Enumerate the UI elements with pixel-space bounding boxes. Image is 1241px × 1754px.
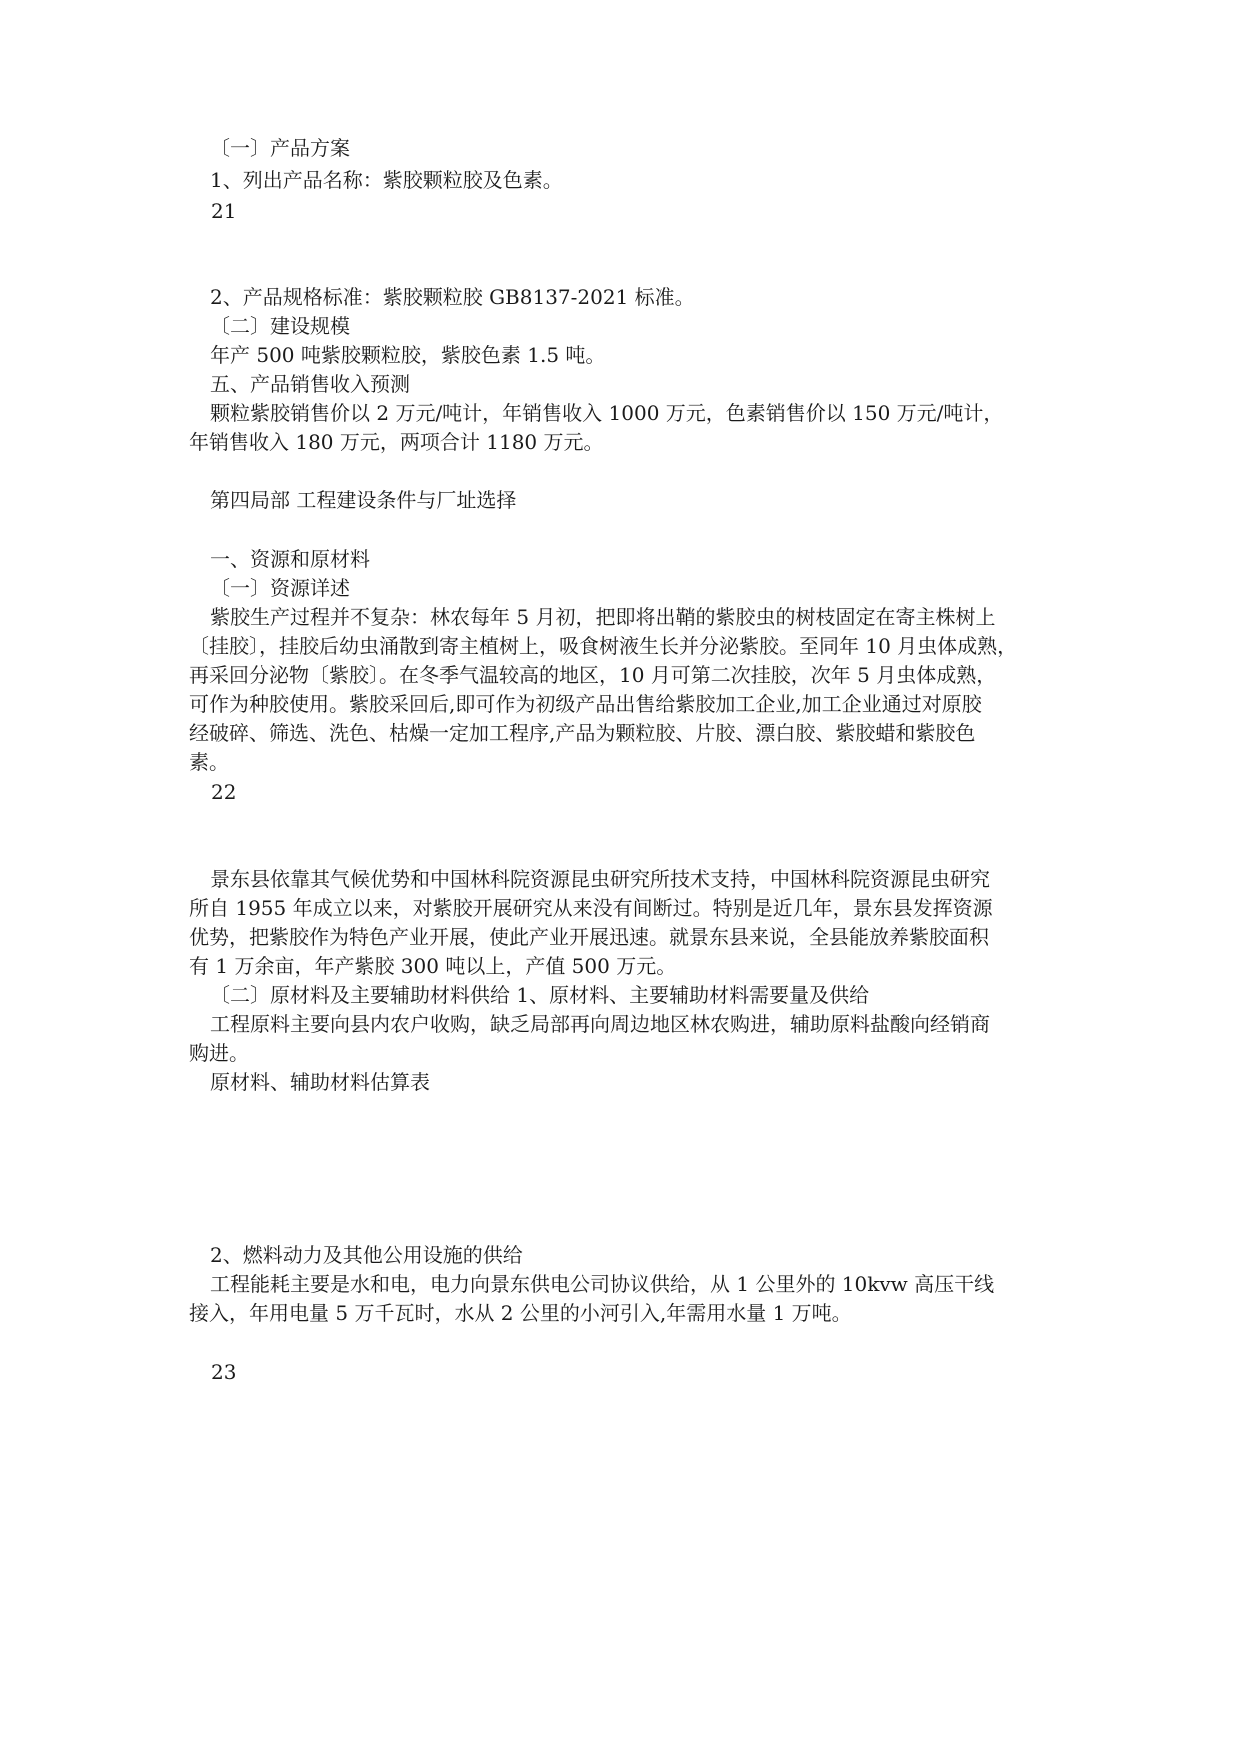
- resource-paragraph-line: 〔挂胶〕，挂胶后幼虫涌散到寄主植树上，吸食树液生长并分泌紫胶。至同年 10 月虫体成熟，: [189, 634, 1018, 658]
- product-spec-item: 2、产品规格标准：紫胶颗粒胶 GB8137-2021 标准。: [210, 285, 695, 309]
- materials-paragraph-line: 购进。: [189, 1041, 249, 1065]
- materials-paragraph-line: 工程原料主要向县内农户收购，缺乏局部再向周边地区林农购进，辅助原料盐酸向经销商: [210, 1012, 990, 1036]
- jingdong-paragraph-line: 优势，把紫胶作为特色产业开展，使此产业开展迅速。就景东县来说，全县能放养紫胶面积: [189, 925, 989, 949]
- page-number: 23: [211, 1360, 237, 1384]
- jingdong-paragraph-line: 所自 1955 年成立以来，对紫胶开展研究从来没有间断过。特别是近几年，景东县发挥资源: [189, 896, 993, 920]
- scale-text: 年产 500 吨紫胶颗粒胶，紫胶色素 1.5 吨。: [210, 343, 606, 367]
- part-four-title: 第四局部 工程建设条件与厂址选择: [210, 488, 517, 512]
- jingdong-paragraph-line: 景东县依靠其气候优势和中国林科院资源昆虫研究所技术支持，中国林科院资源昆虫研究: [210, 867, 990, 891]
- resource-paragraph-line: 再采回分泌物〔紫胶〕。在冬季气温较高的地区，10 月可第二次挂胶，次年 5 月虫体成熟，: [189, 663, 997, 687]
- resource-paragraph-line: 经破碎、筛选、洗色、枯燥一定加工程序,产品为颗粒胶、片胶、漂白胶、紫胶蜡和紫胶色: [189, 721, 976, 745]
- resource-paragraph-line: 可作为种胶使用。紫胶采回后,即可作为初级产品出售给紫胶加工企业,加工企业通过对原胶: [189, 692, 982, 716]
- section-heading-sales-forecast: 五、产品销售收入预测: [210, 372, 410, 396]
- product-name-item: 1、列出产品名称：紫胶颗粒胶及色素。: [210, 168, 563, 192]
- sales-forecast-line-2: 年销售收入 180 万元，两项合计 1180 万元。: [189, 430, 604, 454]
- subsection-heading-materials: 〔二〕原材料及主要辅助材料供给 1、原材料、主要辅助材料需要量及供给: [210, 983, 870, 1007]
- resource-paragraph-line: 紫胶生产过程并不复杂：林农每年 5 月初，把即将出鞘的紫胶虫的树枝固定在寄主株树上: [210, 605, 996, 629]
- section-heading-scale: 〔二〕建设规模: [210, 314, 350, 338]
- fuel-paragraph-line: 接入，年用电量 5 万千瓦时，水从 2 公里的小河引入,年需用水量 1 万吨。: [189, 1301, 852, 1325]
- page-number: 22: [211, 780, 237, 804]
- fuel-paragraph-line: 工程能耗主要是水和电，电力向景东供电公司协议供给，从 1 公里外的 10kvw 高压干线: [210, 1272, 995, 1296]
- page-number: 21: [211, 199, 237, 223]
- fuel-heading: 2、燃料动力及其他公用设施的供给: [210, 1243, 523, 1267]
- section-heading-resources: 一、资源和原材料: [210, 547, 370, 571]
- jingdong-paragraph-line: 有 1 万余亩，年产紫胶 300 吨以上，产值 500 万元。: [189, 954, 677, 978]
- sales-forecast-line-1: 颗粒紫胶销售价以 2 万元/吨计，年销售收入 1000 万元，色素销售价以 150 万元/吨计，: [210, 401, 1004, 425]
- table-caption: 原材料、辅助材料估算表: [210, 1070, 430, 1094]
- subsection-heading-resource-detail: 〔一〕资源详述: [210, 576, 350, 600]
- section-heading-product-plan: 〔一〕产品方案: [210, 136, 350, 160]
- resource-paragraph-line: 素。: [189, 750, 229, 774]
